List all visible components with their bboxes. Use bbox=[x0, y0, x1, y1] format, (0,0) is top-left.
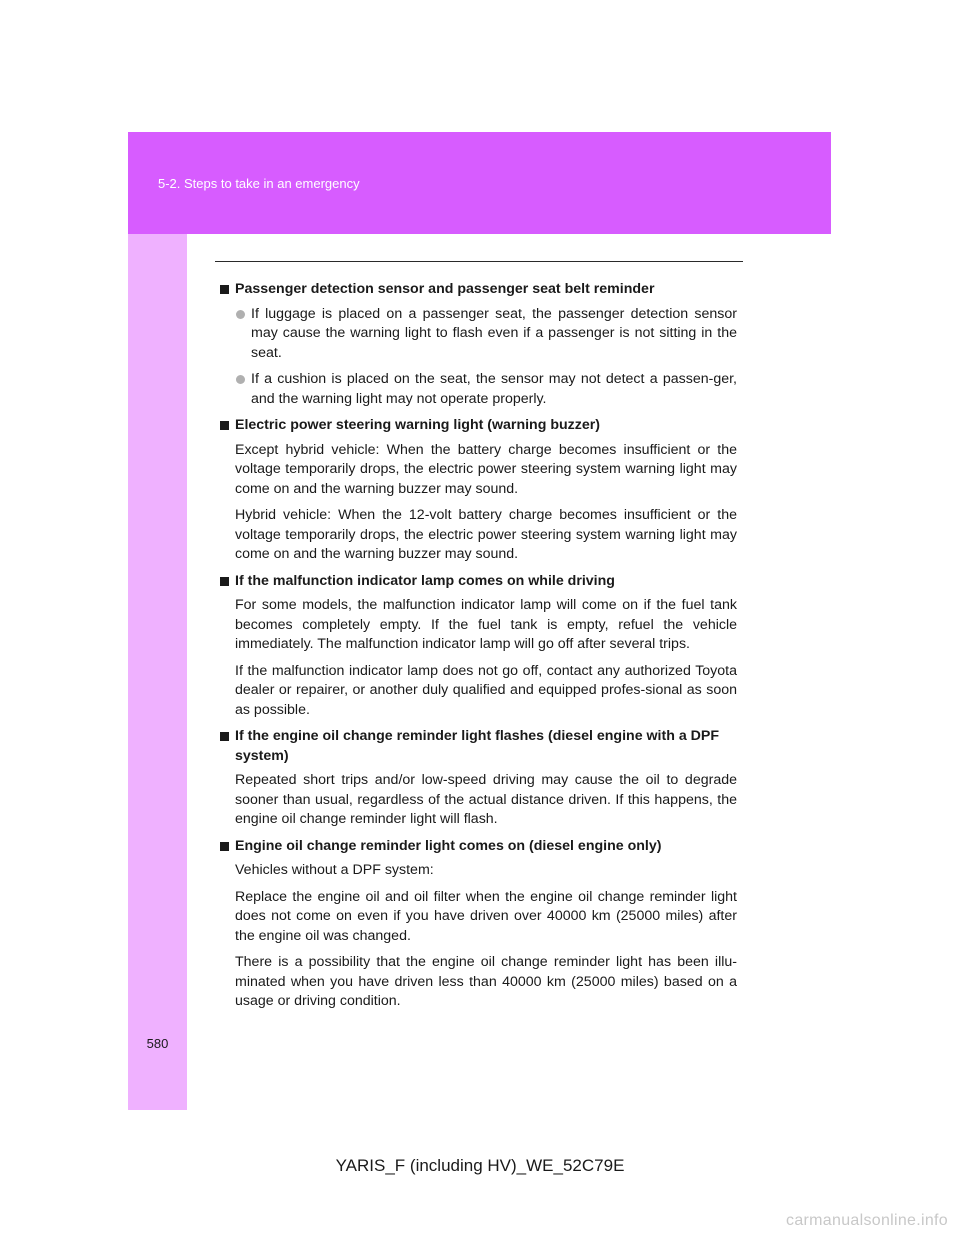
square-bullet-icon bbox=[220, 285, 229, 294]
bullet-item bbox=[219, 370, 737, 409]
paragraph: There is a possibility that the engine oil change reminder light has been illu-minated when you have driven less than 40000 km (25000 miles) based on a usage or driving condition. bbox=[235, 954, 737, 1009]
paragraph: Hybrid vehicle: When the 12-volt battery charge becomes insufficient or the voltage temporarily drops, the electric power steering system warning light may come on and the warning buzzer may sound. bbox=[235, 507, 737, 562]
paragraph: For some models, the malfunction indicator lamp will come on if the fuel tank becomes completely empty. If the fuel tank is empty, refuel the vehicle immediately. The malfunction indicator lamp will go off after several trips. bbox=[235, 597, 737, 652]
section-heading bbox=[219, 727, 737, 766]
document-code: YARIS_F (including HV)_WE_52C79E bbox=[335, 1156, 625, 1175]
section-heading bbox=[219, 837, 737, 857]
paragraph: Vehicles without a DPF system: bbox=[235, 862, 434, 878]
heading-text: Passenger detection sensor and passenger seat belt reminder bbox=[235, 281, 655, 297]
side-strip bbox=[128, 234, 187, 1110]
section-title: 5-2. Steps to take in an emergency bbox=[158, 176, 360, 191]
paragraph: Repeated short trips and/or low-speed driving may cause the oil to degrade sooner than usual, regardless of the actual distance driven. If this happens, the engine oil change reminder light will flash. bbox=[235, 772, 737, 827]
bullet-item bbox=[219, 305, 737, 364]
page-number: 580 bbox=[146, 1036, 169, 1051]
content bbox=[219, 280, 737, 1019]
bullet-text: If a cushion is placed on the seat, the sensor may not detect a passen-ger, and the warning light may not operate properly. bbox=[251, 371, 737, 407]
paragraph: Except hybrid vehicle: When the battery charge becomes insufficient or the voltage temporarily drops, the electric power steering system warning light may come on and the warning buzzer may sound. bbox=[235, 441, 737, 497]
heading-text: If the malfunction indicator lamp comes on while driving bbox=[235, 572, 615, 589]
bullet-text: If luggage is placed on a passenger seat, the passenger detection sensor may cause the warning light to flash even if a passenger is not sitting in the seat. bbox=[251, 305, 737, 361]
square-bullet-icon bbox=[220, 577, 229, 586]
top-rule bbox=[215, 261, 743, 262]
square-bullet-icon bbox=[220, 421, 229, 430]
paragraph: If the malfunction indicator lamp does not go off, contact any authorized Toyota dealer or repairer, or another duly qualified and equipped profes-sional as soon as possible. bbox=[235, 662, 737, 718]
square-bullet-icon bbox=[220, 842, 229, 851]
section-heading bbox=[219, 572, 737, 592]
paragraph: Replace the engine oil and oil filter when the engine oil change reminder light does not come on even if you have driven over 40000 km (25000 miles) after the engine oil was changed. bbox=[235, 888, 737, 944]
heading-text: If the engine oil change reminder light flashes (diesel engine with a DPF system) bbox=[235, 728, 720, 764]
heading-text: Engine oil change reminder light comes on (diesel engine only) bbox=[235, 837, 662, 854]
circle-bullet-icon bbox=[236, 310, 245, 319]
heading-text: Electric power steering warning light (warning buzzer) bbox=[235, 417, 600, 433]
circle-bullet-icon bbox=[236, 375, 245, 384]
square-bullet-icon bbox=[220, 732, 229, 741]
section-heading bbox=[219, 416, 737, 436]
watermark: carmanualsonline.info bbox=[786, 1212, 948, 1229]
section-heading bbox=[219, 280, 737, 300]
